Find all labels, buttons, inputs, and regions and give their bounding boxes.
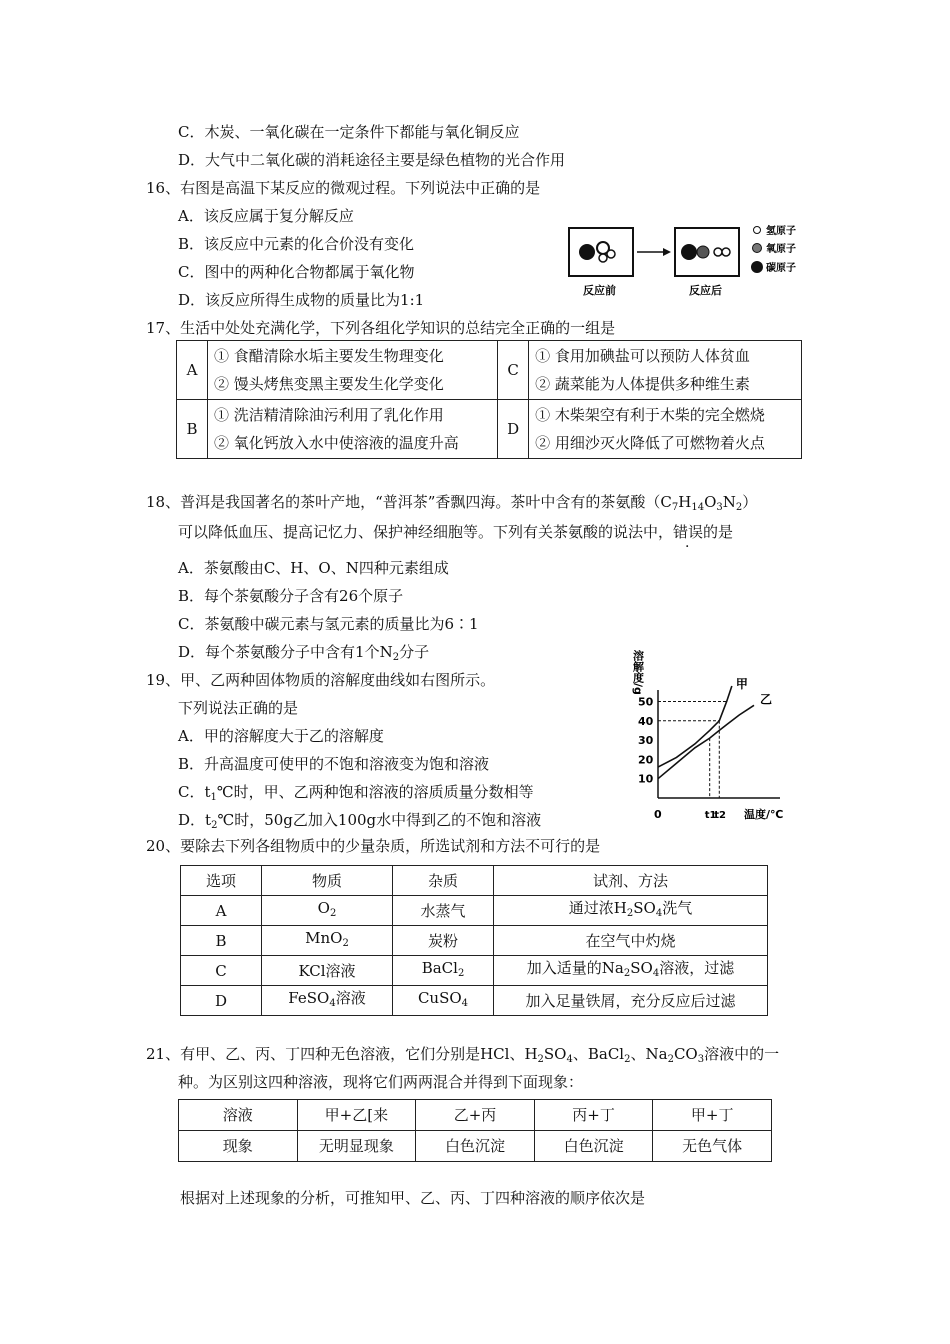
table-header-row bbox=[181, 866, 768, 896]
q16-stem: 16、右图是高温下某反应的微观过程。下列说法中正确的是 bbox=[146, 179, 541, 197]
q19-option-c: C．$t_1℃$时，甲、乙两种饱和溶液的溶质质量分数相等 bbox=[178, 783, 534, 803]
arrowhead-icon bbox=[663, 248, 671, 256]
table-row bbox=[181, 896, 768, 926]
reaction-diagram bbox=[565, 220, 815, 300]
table-cell: $O_2$ bbox=[262, 896, 393, 926]
y-tick-label: 10 bbox=[638, 772, 654, 786]
table-row bbox=[181, 956, 768, 986]
q17-cell bbox=[208, 400, 498, 459]
table-cell: 通过浓$H_2SO_4$洗气 bbox=[494, 896, 768, 926]
q16-option-d: D．该反应所得生成物的质量比为1:1 bbox=[178, 291, 425, 309]
table-cell: KCl溶液 bbox=[262, 956, 393, 986]
q17-cell bbox=[529, 400, 802, 459]
carbon-atom bbox=[579, 244, 595, 260]
table-cell: 无色气体 bbox=[653, 1131, 772, 1162]
q21-table bbox=[178, 1099, 772, 1162]
column-header: 选项 bbox=[181, 866, 262, 896]
series-label: 甲 bbox=[735, 677, 748, 691]
table-header-row bbox=[179, 1100, 772, 1131]
q17-statement: ① 木柴架空有利于木柴的完全燃烧 bbox=[535, 406, 765, 424]
table-cell: D bbox=[181, 986, 262, 1016]
emphasis-text: 错误 bbox=[673, 523, 704, 541]
table-cell: MnO$_2$ bbox=[262, 926, 393, 956]
q18-option-b: B．每个茶氨酸分子含有26个原子 bbox=[178, 587, 404, 605]
q21-tail: 根据对上述现象的分析，可推知甲、乙、丙、丁四种溶液的顺序依次是 bbox=[180, 1189, 646, 1207]
q17-statement: ② 蔬菜能为人体提供多种维生素 bbox=[535, 375, 750, 393]
q19-option-a: A．甲的溶解度大于乙的溶解度 bbox=[178, 727, 384, 745]
table-cell: BaCl$_2$ bbox=[393, 956, 494, 986]
origin-label: 0 bbox=[654, 808, 662, 821]
table-cell: 水蒸气 bbox=[393, 896, 494, 926]
y-tick-label: 30 bbox=[638, 734, 654, 748]
solubility-chart bbox=[628, 638, 798, 828]
series-label: 乙 bbox=[760, 692, 773, 707]
q20-table bbox=[180, 865, 768, 1016]
q17-table bbox=[176, 340, 802, 459]
q17-statement: ② 馒头烤焦变黑主要发生化学变化 bbox=[214, 375, 444, 393]
q16-option-c: C．图中的两种化合物都属于氧化物 bbox=[178, 263, 415, 281]
q18-stem-line2: 可以降低血压、提高记忆力、保护神经细胞等。下列有关茶氨酸的说法中，错误的是 bbox=[178, 523, 734, 541]
q17-cell bbox=[208, 341, 498, 400]
table-cell: 现象 bbox=[179, 1131, 298, 1162]
q17-statement: ① 食醋清除水垢主要发生物理变化 bbox=[214, 347, 444, 365]
table-cell: 在空气中灼烧 bbox=[494, 926, 768, 956]
table-cell: 白色沉淀 bbox=[416, 1131, 535, 1162]
y-tick-label: 50 bbox=[638, 695, 654, 709]
q17-statement: ① 食用加碘盐可以预防人体贫血 bbox=[535, 347, 750, 365]
q17-statement: ② 用细沙灭火降低了可燃物着火点 bbox=[535, 434, 765, 452]
x-tick-label: t2 bbox=[714, 810, 727, 821]
q17-label-b: B bbox=[177, 400, 208, 459]
series-line bbox=[658, 705, 754, 778]
q18-option-a: A．茶氨酸由C、H、O、N四种元素组成 bbox=[178, 559, 449, 577]
series-line bbox=[658, 686, 732, 767]
legend-oxygen-label: 氧原子 bbox=[766, 244, 796, 255]
q19-option-d: D．$t_2℃$时，50g乙加入100g水中得到乙的不饱和溶液 bbox=[178, 811, 542, 831]
table-row bbox=[177, 400, 802, 459]
hydrogen-atom bbox=[714, 248, 722, 256]
q17-label-c: C bbox=[498, 341, 529, 400]
table-cell: 炭粉 bbox=[393, 926, 494, 956]
before-label: 反应前 bbox=[583, 284, 616, 297]
legend-hydrogen-label: 氢原子 bbox=[766, 226, 796, 237]
column-header: 试剂、方法 bbox=[494, 866, 768, 896]
table-row bbox=[181, 986, 768, 1016]
column-header: 物质 bbox=[262, 866, 393, 896]
column-header: 甲+乙[来 bbox=[297, 1100, 416, 1131]
after-label: 反应后 bbox=[689, 284, 722, 297]
q17-label-d: D bbox=[498, 400, 529, 459]
table-cell: 加入足量铁屑，充分反应后过滤 bbox=[494, 986, 768, 1016]
legend-carbon-label: 碳原子 bbox=[766, 263, 796, 274]
table-row bbox=[181, 926, 768, 956]
oxygen-atom bbox=[697, 246, 709, 258]
column-header: 乙+丙 bbox=[416, 1100, 535, 1131]
table-cell: CuSO$_4$ bbox=[393, 986, 494, 1016]
q19-stem2: 下列说法正确的是 bbox=[178, 699, 299, 717]
q20-stem: 20、要除去下列各组物质中的少量杂质，所选试剂和方法不可行的是 bbox=[146, 837, 601, 855]
table-row bbox=[177, 341, 802, 400]
table-cell: C bbox=[181, 956, 262, 986]
q19-option-b: B．升高温度可使甲的不饱和溶液变为饱和溶液 bbox=[178, 755, 490, 773]
hydrogen-atom bbox=[607, 250, 615, 258]
q17-statement: ② 氧化钙放入水中使溶液的温度升高 bbox=[214, 434, 459, 452]
q16-option-a: A．该反应属于复分解反应 bbox=[178, 207, 354, 225]
table-cell: FeSO$_4$溶液 bbox=[262, 986, 393, 1016]
y-tick-label: 20 bbox=[638, 753, 654, 767]
legend-hydrogen-icon bbox=[754, 227, 761, 234]
y-tick-label: 40 bbox=[638, 714, 654, 728]
hydrogen-atom bbox=[722, 248, 730, 256]
table-cell: 无明显现象 bbox=[297, 1131, 416, 1162]
table-row bbox=[179, 1131, 772, 1162]
q17-stem: 17、生活中处处充满化学，下列各组化学知识的总结完全正确的一组是 bbox=[146, 319, 616, 337]
x-tick-label: t1 bbox=[704, 810, 717, 821]
q21-stem2: 种。为区别这四种溶液，现将它们两两混合并得到下面现象： bbox=[178, 1073, 584, 1091]
q18-option-d: D．每个茶氨酸分子中含有1个$N_2$分子 bbox=[178, 643, 430, 663]
q18-stem-line1: 18、普洱是我国著名的茶叶产地，“普洱茶”香飘四海。茶叶中含有的茶氨酸$(C_7H_{14}O_3N_2)$ bbox=[146, 493, 758, 513]
table-cell: 白色沉淀 bbox=[534, 1131, 653, 1162]
table-cell: 加入适量的$Na_2SO_4$溶液，过滤 bbox=[494, 956, 768, 986]
column-header: 丙+丁 bbox=[534, 1100, 653, 1131]
table-cell: A bbox=[181, 896, 262, 926]
hydrogen-atom bbox=[599, 254, 607, 262]
q15-option-d: D．大气中二氧化碳的消耗途径主要是绿色植物的光合作用 bbox=[178, 151, 566, 169]
q17-statement: ① 洗洁精清除油污利用了乳化作用 bbox=[214, 406, 444, 424]
column-header: 甲+丁 bbox=[653, 1100, 772, 1131]
q19-stem: 19、甲、乙两种固体物质的溶解度曲线如右图所示。 bbox=[146, 671, 496, 689]
q15-option-c: C．木炭、一氧化碳在一定条件下都能与氧化铜反应 bbox=[178, 123, 520, 141]
y-axis-label: 溶解度/g bbox=[631, 650, 645, 695]
q16-option-b: B．该反应中元素的化合价没有变化 bbox=[178, 235, 415, 253]
x-axis-label: 温度/℃ bbox=[744, 808, 784, 821]
column-header: 杂质 bbox=[393, 866, 494, 896]
table-cell: B bbox=[181, 926, 262, 956]
q17-label-a: A bbox=[177, 341, 208, 400]
q17-cell bbox=[529, 341, 802, 400]
legend-carbon-icon bbox=[751, 261, 763, 273]
column-header: 溶液 bbox=[179, 1100, 298, 1131]
carbon-atom bbox=[681, 244, 697, 260]
legend-oxygen-icon bbox=[753, 244, 762, 253]
q21-stem: 21、有甲、乙、丙、丁四种无色溶液，它们分别是HCl、$H_2SO_4$、BaCl$_2$、$Na_2CO_3$溶液中的一 bbox=[146, 1045, 780, 1065]
q18-option-c: C．茶氨酸中碳元素与氢元素的质量比为6∶1 bbox=[178, 615, 479, 633]
